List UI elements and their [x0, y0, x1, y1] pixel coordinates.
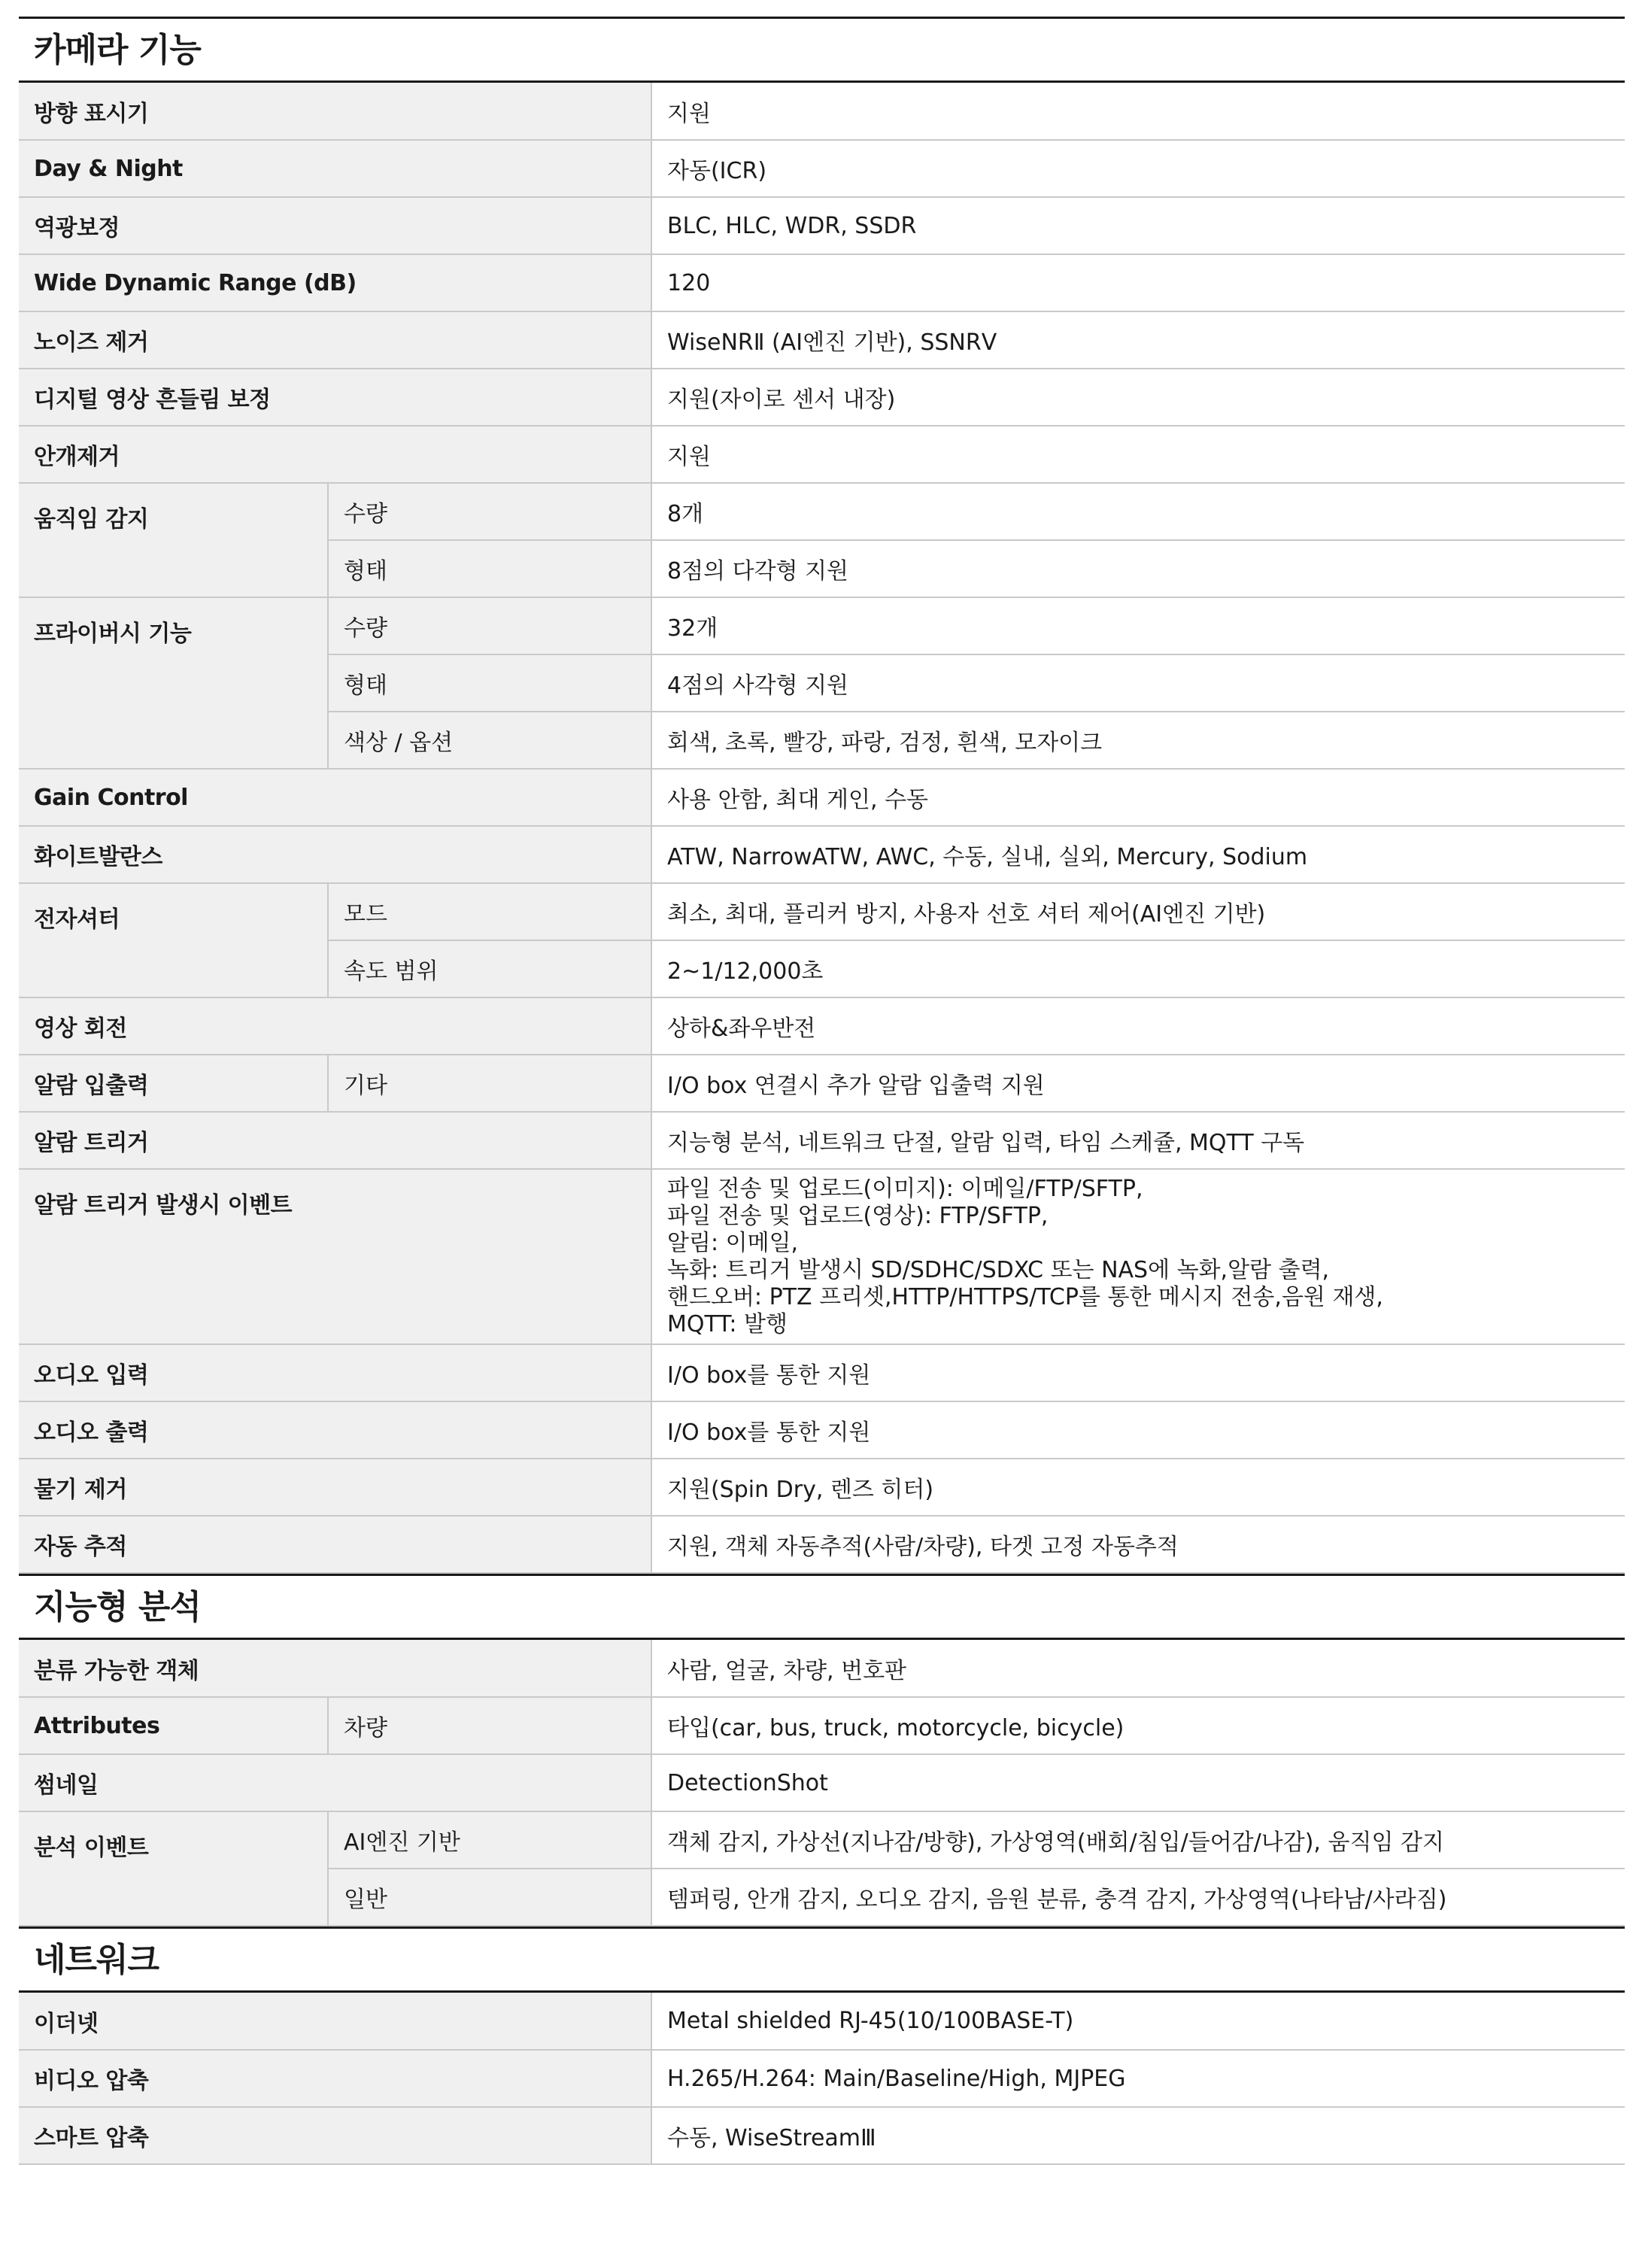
- row-label: 썸네일: [19, 1754, 651, 1811]
- row-value: 사용 안함, 최대 게인, 수동: [651, 769, 1625, 826]
- table-row: [19, 1993, 1625, 2050]
- row-label: 오디오 출력: [19, 1401, 651, 1459]
- row-sublabel: 기타: [328, 1055, 651, 1112]
- table-row: [19, 426, 1625, 483]
- row-sublabel: 일반: [328, 1869, 651, 1926]
- section-title: 지능형 분석: [34, 1588, 201, 1626]
- row-value: I/O box 연결시 추가 알람 입출력 지원: [651, 1055, 1625, 1112]
- row-value: 객체 감지, 가상선(지나감/방향), 가상영역(배회/침입/들어감/나감), 움직임 감지: [651, 1811, 1625, 1869]
- table-row: [19, 1516, 1625, 1573]
- table-row: [19, 1459, 1625, 1516]
- row-label: 방향 표시기: [19, 83, 651, 140]
- row-value: 지원, 객체 자동추적(사람/차량), 타겟 고정 자동추적: [651, 1516, 1625, 1573]
- row-value: 타입(car, bus, truck, motorcycle, bicycle): [651, 1697, 1625, 1754]
- table-row: [19, 83, 1625, 140]
- table-row: [19, 369, 1625, 426]
- row-sublabel: 차량: [328, 1697, 651, 1754]
- table-row: [19, 1112, 1625, 1169]
- row-label: 알람 입출력: [19, 1055, 328, 1112]
- value-line: 알림: 이메일,: [667, 1229, 799, 1256]
- row-label: Wide Dynamic Range (dB): [19, 254, 651, 311]
- table-row: [19, 254, 1625, 311]
- camera-spec-table: [19, 83, 1625, 1574]
- table-row: [19, 2107, 1625, 2164]
- row-value: 4점의 사각형 지원: [651, 654, 1625, 712]
- value-line: 파일 전송 및 업로드(영상): FTP/SFTP,: [667, 1202, 1049, 1229]
- row-value: 32개: [651, 597, 1625, 654]
- row-label: 디지털 영상 흔들림 보정: [19, 369, 651, 426]
- row-value: 상하&좌우반전: [651, 997, 1625, 1055]
- section-header-analytics: [19, 1574, 1625, 1640]
- network-spec-table: [19, 1993, 1625, 2165]
- row-value: 지능형 분석, 네트워크 단절, 알람 입력, 타임 스케쥴, MQTT 구독: [651, 1112, 1625, 1169]
- row-label: 자동 추적: [19, 1516, 651, 1573]
- row-sublabel: 형태: [328, 540, 651, 597]
- row-value: Metal shielded RJ-45(10/100BASE-T): [651, 1993, 1625, 2050]
- row-value: 사람, 얼굴, 차량, 번호판: [651, 1640, 1625, 1697]
- analytics-spec-table: [19, 1640, 1625, 1926]
- value-line: 녹화: 트리거 발생시 SD/SDHC/SDXC 또는 NAS에 녹화,알람 출력,: [667, 1256, 1330, 1283]
- row-label: 분류 가능한 객체: [19, 1640, 651, 1697]
- row-sublabel: 수량: [328, 483, 651, 540]
- table-row: [19, 1811, 1625, 1869]
- row-value: BLC, HLC, WDR, SSDR: [651, 197, 1625, 254]
- row-label: 이더넷: [19, 1993, 651, 2050]
- row-sublabel: AI엔진 기반: [328, 1811, 651, 1869]
- row-value: 8점의 다각형 지원: [651, 540, 1625, 597]
- row-label: 움직임 감지: [19, 483, 328, 597]
- row-label: 비디오 압축: [19, 2050, 651, 2107]
- multiline-value: [667, 1171, 1610, 1343]
- section-title: 네트워크: [34, 1941, 159, 1979]
- row-value: 수동, WiseStreamⅢ: [651, 2107, 1625, 2164]
- row-sublabel: 형태: [328, 654, 651, 712]
- table-row: [19, 883, 1625, 940]
- table-row: [19, 140, 1625, 197]
- row-label: 화이트발란스: [19, 826, 651, 883]
- row-value: 지원(Spin Dry, 렌즈 히터): [651, 1459, 1625, 1516]
- table-row: [19, 1640, 1625, 1697]
- row-value: H.265/H.264: Main/Baseline/High, MJPEG: [651, 2050, 1625, 2107]
- table-row: [19, 2050, 1625, 2107]
- row-sublabel: 수량: [328, 597, 651, 654]
- row-value: 자동(ICR): [651, 140, 1625, 197]
- row-label: 물기 제거: [19, 1459, 651, 1516]
- row-label: 프라이버시 기능: [19, 597, 328, 769]
- row-label: 알람 트리거: [19, 1112, 651, 1169]
- row-label: 영상 회전: [19, 997, 651, 1055]
- row-label: 역광보정: [19, 197, 651, 254]
- row-value: 120: [651, 254, 1625, 311]
- row-label: 노이즈 제거: [19, 311, 651, 369]
- row-value: 지원(자이로 센서 내장): [651, 369, 1625, 426]
- table-row: [19, 826, 1625, 883]
- row-label: Attributes: [19, 1697, 328, 1754]
- row-label: 스마트 압축: [19, 2107, 651, 2164]
- row-label: Day & Night: [19, 140, 651, 197]
- row-label: 알람 트리거 발생시 이벤트: [19, 1169, 651, 1344]
- table-row: [19, 197, 1625, 254]
- row-value: 지원: [651, 426, 1625, 483]
- row-label: 전자셔터: [19, 883, 328, 997]
- table-row: [19, 1754, 1625, 1811]
- table-row: [19, 1697, 1625, 1754]
- row-value: 8개: [651, 483, 1625, 540]
- table-row: [19, 483, 1625, 540]
- table-row: [19, 1401, 1625, 1459]
- spec-sheet: [19, 17, 1625, 2165]
- row-value: 템퍼링, 안개 감지, 오디오 감지, 음원 분류, 충격 감지, 가상영역(나타남/사라짐): [651, 1869, 1625, 1926]
- row-value: DetectionShot: [651, 1754, 1625, 1811]
- row-label: 분석 이벤트: [19, 1811, 328, 1926]
- table-row: [19, 311, 1625, 369]
- row-label: Gain Control: [19, 769, 651, 826]
- row-value: 지원: [651, 83, 1625, 140]
- value-line: 파일 전송 및 업로드(이미지): 이메일/FTP/SFTP,: [667, 1175, 1143, 1202]
- row-value: ATW, NarrowATW, AWC, 수동, 실내, 실외, Mercury, Sodium: [651, 826, 1625, 883]
- section-title: 카메라 기능: [34, 31, 201, 69]
- section-header-camera: [19, 17, 1625, 83]
- row-value: WiseNRⅡ (AI엔진 기반), SSNRⅤ: [651, 311, 1625, 369]
- table-row: [19, 1055, 1625, 1112]
- row-sublabel: 색상 / 옵션: [328, 712, 651, 769]
- table-row: [19, 769, 1625, 826]
- row-label: 오디오 입력: [19, 1344, 651, 1401]
- row-value-multiline: [651, 1169, 1625, 1344]
- row-value: 회색, 초록, 빨강, 파랑, 검정, 흰색, 모자이크: [651, 712, 1625, 769]
- row-sublabel: 모드: [328, 883, 651, 940]
- row-value: I/O box를 통한 지원: [651, 1344, 1625, 1401]
- section-header-network: [19, 1926, 1625, 1993]
- row-value: 2~1/12,000초: [651, 940, 1625, 997]
- value-line: 핸드오버: PTZ 프리셋,HTTP/HTTPS/TCP를 통한 메시지 전송,음원 재생,: [667, 1283, 1383, 1310]
- row-label: 안개제거: [19, 426, 651, 483]
- row-sublabel: 속도 범위: [328, 940, 651, 997]
- table-row: [19, 1344, 1625, 1401]
- value-line: MQTT: 발행: [667, 1310, 788, 1337]
- table-row: [19, 997, 1625, 1055]
- row-value: 최소, 최대, 플리커 방지, 사용자 선호 셔터 제어(AI엔진 기반): [651, 883, 1625, 940]
- row-value: I/O box를 통한 지원: [651, 1401, 1625, 1459]
- table-row: [19, 1169, 1625, 1344]
- table-row: [19, 597, 1625, 654]
